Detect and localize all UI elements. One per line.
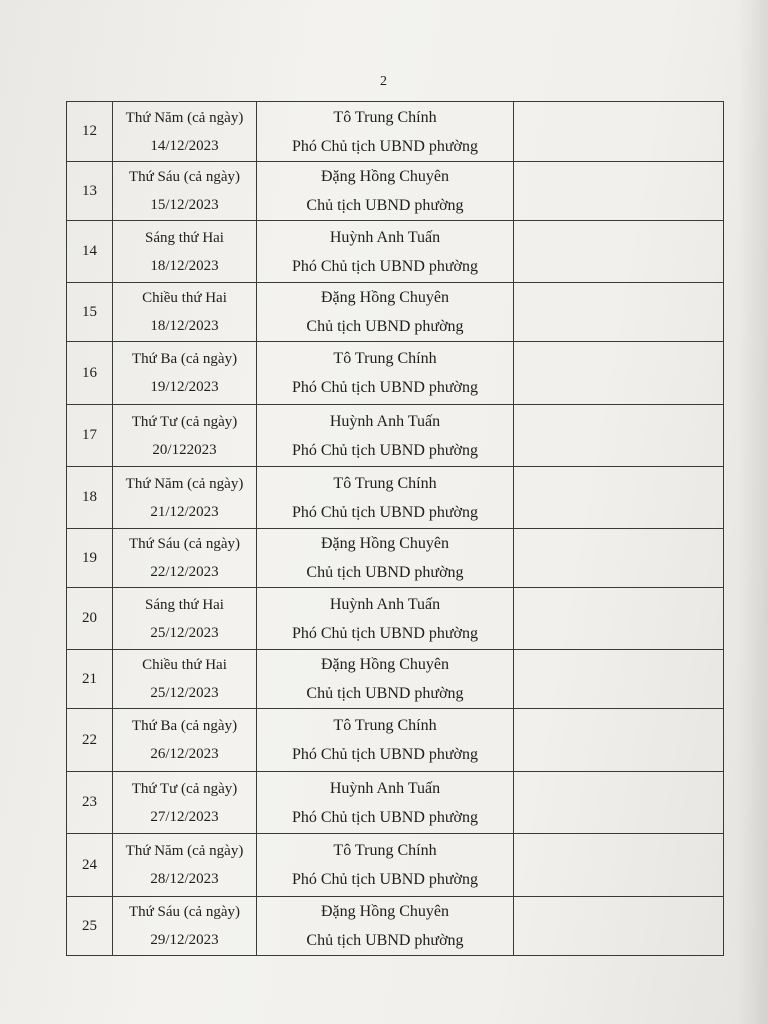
table-row xyxy=(67,834,724,897)
day-cell xyxy=(113,102,257,162)
note-cell xyxy=(514,897,724,956)
official-title: Phó Chủ tịch UBND phường xyxy=(291,746,479,763)
official-name: Đặng Hồng Chuyên xyxy=(321,168,449,185)
official-cell xyxy=(257,221,514,283)
day-label: Thứ Sáu (cả ngày) xyxy=(128,169,240,185)
date-label: 21/12/2023 xyxy=(150,503,219,520)
official-name: Đặng Hồng Chuyên xyxy=(321,289,449,306)
official-title: Phó Chủ tịch UBND phường xyxy=(291,441,479,459)
note-cell xyxy=(514,162,724,221)
official-title: Chủ tịch UBND phường xyxy=(306,932,464,949)
page-number: 2 xyxy=(380,74,387,89)
note-cell xyxy=(514,529,724,588)
day-cell xyxy=(113,221,257,283)
day-cell xyxy=(113,283,257,342)
note-cell xyxy=(514,650,724,709)
day-label: Chiều thứ Hai xyxy=(142,290,227,306)
official-name: Đặng Hồng Chuyên xyxy=(321,656,449,673)
day-label: Thứ Năm (cả ngày) xyxy=(125,475,244,492)
row-number: 22 xyxy=(67,709,113,772)
table-row xyxy=(67,467,724,529)
official-cell xyxy=(257,529,514,588)
official-name: Tô Trung Chính xyxy=(333,842,437,859)
note-cell xyxy=(514,405,724,467)
official-title: Phó Chủ tịch UBND phường xyxy=(291,379,479,396)
official-title: Phó Chủ tịch UBND phường xyxy=(291,257,479,275)
day-label: Sáng thứ Hai xyxy=(145,229,224,246)
day-label: Thứ Ba (cả ngày) xyxy=(131,351,238,367)
table-row xyxy=(67,897,724,956)
date-label: 20/122023 xyxy=(152,441,217,458)
official-name: Huỳnh Anh Tuấn xyxy=(329,779,441,797)
official-title: Phó Chủ tịch UBND phường xyxy=(291,871,479,888)
official-cell xyxy=(257,342,514,405)
table-row xyxy=(67,342,724,405)
row-number: 20 xyxy=(67,588,113,650)
day-cell xyxy=(113,405,257,467)
table-row xyxy=(67,102,724,162)
date-label: 18/12/2023 xyxy=(150,318,219,334)
day-cell xyxy=(113,529,257,588)
row-number: 15 xyxy=(67,283,113,342)
note-cell xyxy=(514,283,724,342)
day-label: Thứ Năm (cả ngày) xyxy=(125,109,244,126)
official-name: Tô Trung Chính xyxy=(333,474,437,492)
row-number: 14 xyxy=(67,221,113,283)
official-title: Phó Chủ tịch UBND phường xyxy=(291,137,479,155)
official-title: Phó Chủ tịch UBND phường xyxy=(291,503,479,521)
row-number: 25 xyxy=(67,897,113,956)
official-name: Huỳnh Anh Tuấn xyxy=(329,595,441,613)
page-edge-shadow xyxy=(738,0,768,1024)
official-name: Đặng Hồng Chuyên xyxy=(321,535,449,552)
official-cell xyxy=(257,650,514,709)
official-name: Đặng Hồng Chuyên xyxy=(321,903,449,920)
table-row xyxy=(67,772,724,834)
table-row xyxy=(67,283,724,342)
official-cell xyxy=(257,709,514,772)
row-number: 16 xyxy=(67,342,113,405)
official-cell xyxy=(257,467,514,529)
official-cell xyxy=(257,283,514,342)
day-cell xyxy=(113,467,257,529)
note-cell xyxy=(514,342,724,405)
day-label: Thứ Sáu (cả ngày) xyxy=(128,904,240,920)
official-cell xyxy=(257,772,514,834)
day-label: Sáng thứ Hai xyxy=(145,596,224,613)
note-cell xyxy=(514,588,724,650)
note-cell xyxy=(514,772,724,834)
note-cell xyxy=(514,834,724,897)
table-row xyxy=(67,221,724,283)
official-title: Phó Chủ tịch UBND phường xyxy=(291,624,479,642)
official-cell xyxy=(257,834,514,897)
day-label: Thứ Tư (cả ngày) xyxy=(131,780,238,797)
day-label: Chiều thứ Hai xyxy=(142,657,227,673)
official-cell xyxy=(257,588,514,650)
row-number: 21 xyxy=(67,650,113,709)
official-name: Tô Trung Chính xyxy=(333,108,437,126)
date-label: 29/12/2023 xyxy=(150,932,219,948)
table-row xyxy=(67,588,724,650)
schedule-table-body xyxy=(67,102,724,956)
day-cell xyxy=(113,709,257,772)
row-number: 13 xyxy=(67,162,113,221)
official-title: Chủ tịch UBND phường xyxy=(306,564,464,581)
date-label: 28/12/2023 xyxy=(150,871,219,887)
table-row xyxy=(67,162,724,221)
table-row xyxy=(67,529,724,588)
day-label: Thứ Sáu (cả ngày) xyxy=(128,536,240,552)
official-cell xyxy=(257,405,514,467)
day-cell xyxy=(113,834,257,897)
date-label: 25/12/2023 xyxy=(150,624,219,641)
day-label: Thứ Ba (cả ngày) xyxy=(131,718,238,734)
day-label: Thứ Tư (cả ngày) xyxy=(131,413,238,430)
day-cell xyxy=(113,162,257,221)
official-title: Chủ tịch UBND phường xyxy=(306,318,464,335)
official-name: Tô Trung Chính xyxy=(333,350,437,367)
official-title: Chủ tịch UBND phường xyxy=(306,197,464,214)
official-name: Huỳnh Anh Tuấn xyxy=(329,228,441,246)
day-cell xyxy=(113,650,257,709)
official-cell xyxy=(257,102,514,162)
table-row xyxy=(67,709,724,772)
note-cell xyxy=(514,709,724,772)
date-label: 19/12/2023 xyxy=(150,379,219,395)
date-label: 25/12/2023 xyxy=(150,685,219,701)
row-number: 19 xyxy=(67,529,113,588)
day-cell xyxy=(113,588,257,650)
table-row xyxy=(67,650,724,709)
day-cell xyxy=(113,342,257,405)
row-number: 23 xyxy=(67,772,113,834)
row-number: 12 xyxy=(67,102,113,162)
date-label: 18/12/2023 xyxy=(150,257,219,274)
row-number: 17 xyxy=(67,405,113,467)
note-cell xyxy=(514,467,724,529)
official-title: Chủ tịch UBND phường xyxy=(306,685,464,702)
table-row xyxy=(67,405,724,467)
date-label: 15/12/2023 xyxy=(150,197,219,213)
day-cell xyxy=(113,897,257,956)
date-label: 22/12/2023 xyxy=(150,564,219,580)
schedule-table xyxy=(66,101,724,956)
row-number: 18 xyxy=(67,467,113,529)
date-label: 26/12/2023 xyxy=(150,746,219,762)
row-number: 24 xyxy=(67,834,113,897)
note-cell xyxy=(514,102,724,162)
official-name: Tô Trung Chính xyxy=(333,717,437,734)
date-label: 27/12/2023 xyxy=(150,808,219,825)
day-cell xyxy=(113,772,257,834)
official-cell xyxy=(257,162,514,221)
official-name: Huỳnh Anh Tuấn xyxy=(329,412,441,430)
official-title: Phó Chủ tịch UBND phường xyxy=(291,808,479,826)
date-label: 14/12/2023 xyxy=(150,137,219,154)
note-cell xyxy=(514,221,724,283)
official-cell xyxy=(257,897,514,956)
day-label: Thứ Năm (cả ngày) xyxy=(125,843,244,859)
